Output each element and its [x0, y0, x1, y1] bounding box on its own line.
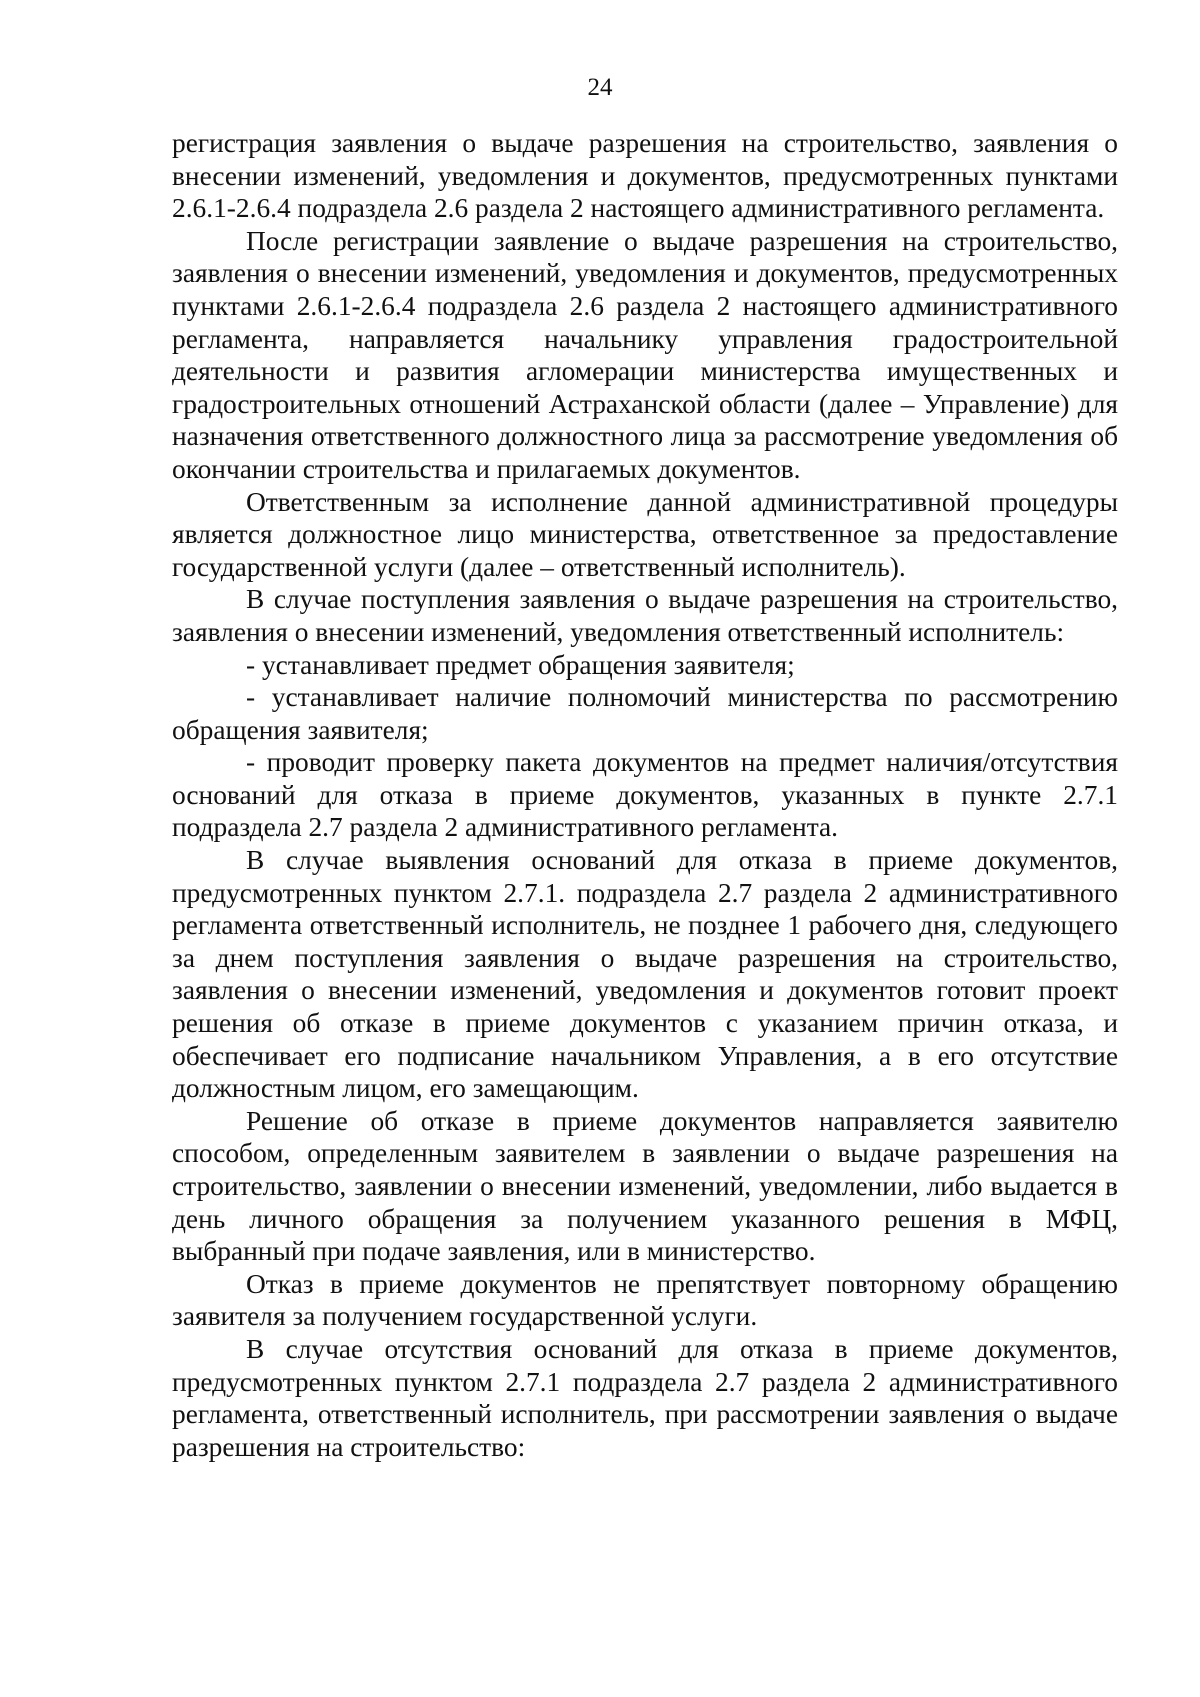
paragraph: В случае отсутствия оснований для отказа в приеме документов, предусмотренных пунктом 2.7.1 подраздела 2.7 раздела 2 административного регламента, ответственный исполнитель, при рассмотрении заявления о выдаче разрешения на строительство: — [172, 1333, 1118, 1462]
document-body — [172, 127, 1118, 1463]
paragraph: Ответственным за исполнение данной административной процедуры является должностное лицо министерства, ответственное за предоставление государственной услуги (далее – ответственный исполнитель). — [172, 486, 1118, 582]
list-item: - устанавливает наличие полномочий министерства по рассмотрению обращения заявителя; — [172, 682, 1118, 745]
paragraph: В случае поступления заявления о выдаче разрешения на строительство, заявления о внесении изменений, уведомления ответственный исполнитель: — [172, 584, 1118, 647]
paragraph: Отказ в приеме документов не препятствует повторному обращению заявителя за получением государственной услуги. — [172, 1268, 1118, 1332]
paragraph: В случае выявления оснований для отказа в приеме документов, предусмотренных пунктом 2.7.1. подраздела 2.7 раздела 2 административного регламента ответственный исполнитель, не позднее 1 рабочего дня, следующего за днем поступления заявления о выдаче разрешения на строительство, заявления о внесении изменений, уведомления и документов готовит проект решения об отказе в приеме документов с указанием причин отказа, и обеспечивает его подписание начальником Управления, а в его отсутствие должностным лицом, его замещающим. — [172, 845, 1118, 1104]
list-item: - проводит проверку пакета документов на предмет наличия/отсутствия оснований для отказа в приеме документов, указанных в пункте 2.7.1 подраздела 2.7 раздела 2 административного регламента. — [172, 747, 1118, 843]
paragraph: Решение об отказе в приеме документов направляется заявителю способом, определенным заявителем в заявлении о выдаче разрешения на строительство, заявлении о внесении изменений, уведомлении, либо выдается в день личного обращения за получением указанного решения в МФЦ, выбранный при подаче заявления, или в министерство. — [172, 1105, 1118, 1267]
page-number: 24 — [587, 74, 613, 101]
list-item: - устанавливает предмет обращения заявителя; — [246, 649, 795, 680]
paragraph: регистрация заявления о выдаче разрешения на строительство, заявления о внесении изменений, уведомления и документов, предусмотренных пунктами 2.6.1-2.6.4 подраздела 2.6 раздела 2 настоящего административного регламента. — [172, 128, 1118, 224]
paragraph: После регистрации заявление о выдаче разрешения на строительство, заявления о внесении изменений, уведомления и документов, предусмотренных пунктами 2.6.1-2.6.4 подраздела 2.6 раздела 2 настоящего административного регламента, направляется начальнику управления градостроительной деятельности и развития агломерации министерства имущественных и градостроительных отношений Астраханской области (далее – Управление) для назначения ответственного должностного лица за рассмотрение уведомления об окончании строительства и прилагаемых документов. — [172, 225, 1118, 484]
